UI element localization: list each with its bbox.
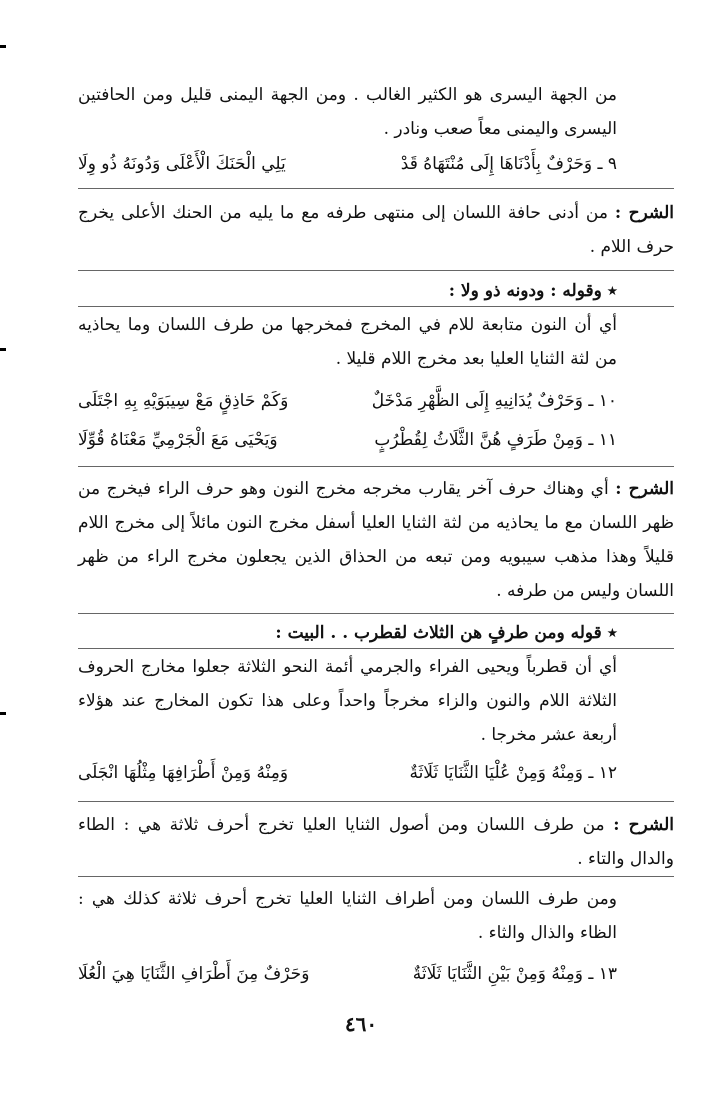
verse-11-first-hemistich: ١١ ـ وَمِنْ طَرَفٍ هُنَّ الثَّلَاثُ لِقُطْرُبٍ [374, 430, 617, 450]
commentary-label: الشرح : [614, 203, 674, 223]
verse-9 [78, 147, 617, 181]
separator-line [78, 876, 674, 877]
verse-12 [78, 756, 617, 790]
commentary-10-11 [78, 472, 674, 608]
verse-11-second-hemistich: وَيَحْيَى مَعَ الْجَرْمِيِّ مَعْنَاهُ قُوِّلَا [78, 430, 278, 450]
verse-9-first-hemistich: ٩ ـ وَحَرْفٌ بِأَدْنَاهَا إِلَى مُنْتَهَاهُ قَدْ [400, 154, 617, 174]
separator-line [78, 306, 674, 307]
verse-10-second-hemistich: وَكَمْ حَاذِقٍ مَعْ سِيبَوَيْهِ بِهِ اجْتَلَى [78, 391, 289, 411]
verse-13-first-hemistich: ١٣ ـ وَمِنْهُ وَمِنْ بَيْنِ الثَّنَايَا ثَلَاثَةٌ [412, 964, 617, 984]
commentary-label: الشرح : [613, 815, 674, 835]
commentary-text: من طرف اللسان ومن أصول الثنايا العليا تخرج أحرف ثلاثة هي : الطاء والدال والتاء . [78, 815, 674, 869]
separator-line [78, 466, 674, 467]
page-number: ٤٦٠ [344, 1012, 378, 1036]
quote-note-1: ٭ وقوله : ودونه ذو ولا : [448, 281, 617, 301]
separator-line [78, 270, 674, 271]
commentary-text: أي وهناك حرف آخر يقارب مخرجه مخرج النون وهو حرف الراء فيخرج من ظهر اللسان مع ما يحاذيه من لثة الثنايا العليا أسفل مخرج النون مائلاً إلى مخرج اللام قليلاً وهذا مذهب سيبويه ومن تبعه من الحذاق الذين يجعلون مخرج الراء من ظهر اللسان وليس من طرفه . [78, 479, 674, 601]
edge-mark [0, 712, 6, 715]
edge-mark [0, 348, 6, 351]
separator-line [78, 613, 674, 614]
commentary-text: من أدنى حافة اللسان إلى منتهى طرفه مع ما يليه من الحنك الأعلى يخرج حرف اللام . [78, 203, 674, 257]
separator-line [78, 801, 674, 802]
separator-line [78, 648, 674, 649]
verse-11 [78, 423, 617, 457]
paragraph-continuation: من الجهة اليسرى هو الكثير الغالب . ومن الجهة اليمنى قليل ومن الحافتين اليسرى واليمنى معاً صعب ونادر . [78, 85, 617, 139]
commentary-label: الشرح : [615, 479, 674, 499]
commentary-9 [78, 196, 674, 264]
verse-12-second-hemistich: وَمِنْهُ وَمِنْ أَطْرَافِهَا مِثْلُهَا انْجَلَى [78, 763, 289, 783]
verse-13-second-hemistich: وَحَرْفٌ مِنَ أَطْرَافِ الثَّنَايَا هِيَ الْعُلَا [78, 964, 310, 984]
verse-10 [78, 384, 617, 418]
verse-10-first-hemistich: ١٠ ـ وَحَرْفٌ يُدَانِيهِ إِلَى الظَّهْرِ مَدْخَلٌ [371, 391, 617, 411]
quote-note-2: ٭ قوله ومن طرفٍ هن الثلاث لقطرب . . البيت : [275, 623, 617, 643]
paragraph-3: أي أن قطرباً ويحيى الفراء والجرمي أئمة النحو الثلاثة جعلوا مخارج الحروف الثلاثة اللام والنون والزاء مخرجاً واحداً وعلى هذا تكون المخارج عند هؤلاء أربعة عشر مخرجا . [78, 657, 617, 745]
verse-9-second-hemistich: يَلِي الْحَنَكَ الْأَعْلَى وَدُونَهُ ذُو وِلَا [78, 154, 286, 174]
verse-12-first-hemistich: ١٢ ـ وَمِنْهُ وَمِنْ عُلْيَا الثَّنَايَا ثَلَاثَةٌ [409, 763, 617, 783]
edge-mark [0, 45, 6, 48]
paragraph-4: ومن طرف اللسان ومن أطراف الثنايا العليا تخرج أحرف ثلاثة كذلك هي : الظاء والذال والثاء . [78, 889, 617, 943]
paragraph-2: أي أن النون متابعة للام في المخرج فمخرجها من طرف اللسان وما يحاذيه من لثة الثنايا العليا بعد مخرج اللام قليلا . [78, 315, 617, 369]
commentary-12 [78, 808, 674, 876]
verse-13 [78, 957, 617, 991]
separator-line [78, 188, 674, 189]
